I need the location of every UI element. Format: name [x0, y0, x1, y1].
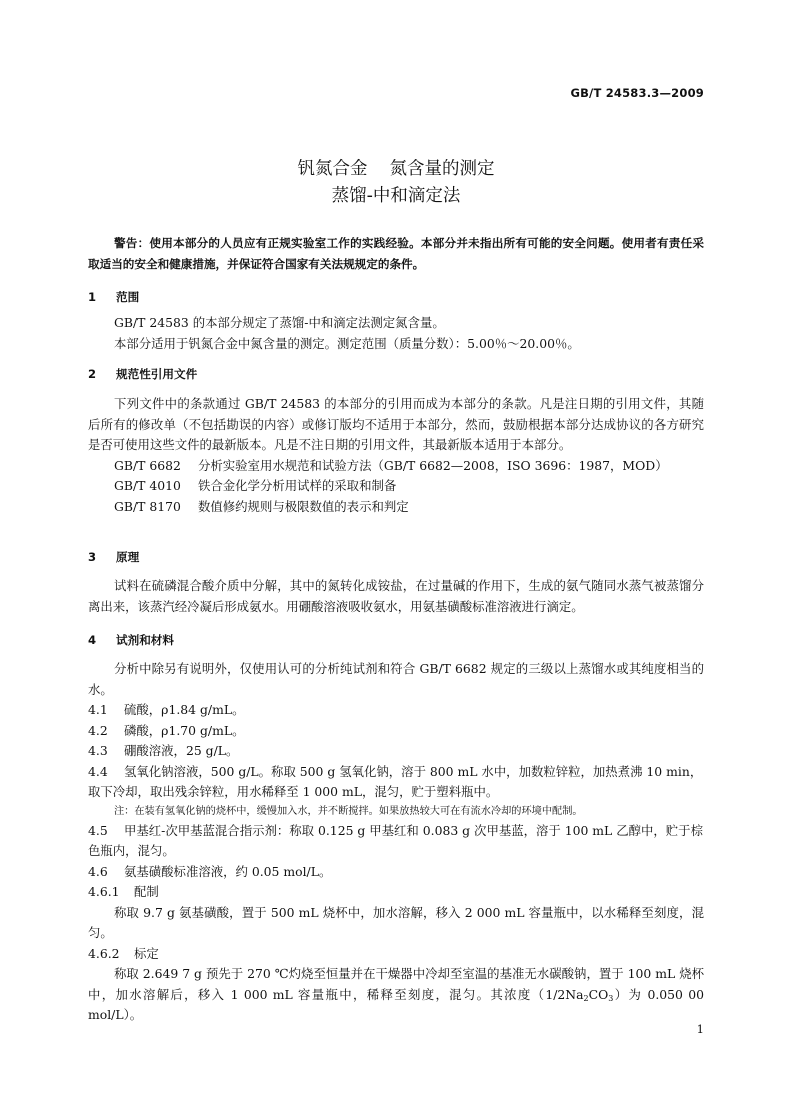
title-part-a: 钒氮合金 [297, 159, 368, 179]
list-item: 4.2 磷酸，ρ1.70 g/mL。 [88, 722, 245, 738]
page-number: 1 [696, 1022, 704, 1036]
section-2 [88, 364, 704, 385]
subsection-heading: 4.6.2 标定 [88, 945, 159, 961]
section-4-body [88, 659, 704, 1026]
paragraph: 本部分适用于钒氮合金中氮含量的测定。测定范围（质量分数）：5.00％～20.00％。 [114, 335, 580, 351]
paragraph: 试料在硫磷混合酸介质中分解，其中的氮转化成铵盐，在过量碱的作用下，生成的氨气随同水蒸气被蒸馏分离出来，该蒸汽经冷凝后形成氨水。用硼酸溶液吸收氨水，用氨基磺酸标准溶液进行滴定。 [88, 578, 704, 614]
section-2-body [88, 394, 704, 517]
note-text: 注：在装有氢氧化钠的烧杯中，缓慢加入水，并不断搅拌。如果放热较大可在有流水冷却的环境中配制。 [114, 805, 583, 817]
document-title-line1 [88, 155, 704, 180]
section-heading: 3 原理 [88, 550, 140, 564]
paragraph: 称取 9.7 g 氨基磺酸，置于 500 mL 烧杯中，加水溶解，移入 2 000 mL 容量瓶中，以水稀释至刻度，混匀。 [88, 904, 704, 940]
paragraph: GB/T 24583 的本部分规定了蒸馏-中和滴定法测定氮含量。 [114, 315, 445, 330]
paragraph: 称取 2.649 7 g 预先于 270 ℃灼烧至恒量并在干燥器中冷却至室温的基准无水碳酸钠，置于 100 mL 烧杯中，加水溶解后，移入 1 000 mL 容量瓶中，稀释至刻度，混匀。其浓度$(1/2Na_2CO_3)$为 0.050 00 mol/L）。 [88, 966, 704, 1022]
paragraph: 分析中除另有说明外，仅使用认可的分析纯试剂和符合 GB/T 6682 规定的三级以上蒸馏水或其纯度相当的水。 [88, 661, 704, 697]
subsection-heading: 4.6.1 配制 [88, 884, 159, 899]
section-heading: 1 范围 [88, 290, 140, 304]
paragraph: 下列文件中的条款通过 GB/T 24583 的本部分的引用而成为本部分的条款。凡是注日期的引用文件，其随后所有的修改单（不包括勘误的内容）或修订版均不适用于本部分，然而，鼓励根据本部分达成协议的各方研究是否可使用这些文件的最新版本。凡是不注日期的引用文件，其最新版本适用于本部分。 [88, 396, 704, 452]
section-4 [88, 630, 704, 651]
document-page [88, 0, 704, 1120]
title-part-b: 氮含量的测定 [389, 159, 495, 179]
reference-item: GB/T 8170 数值修约规则与极限数值的表示和判定 [114, 498, 409, 514]
warning-paragraph: 警告：使用本部分的人员应有正规实验室工作的实践经验。本部分并未指出所有可能的安全问题。使用者有责任采取适当的安全和健康措施，并保证符合国家有关法规规定的条件。 [88, 236, 704, 271]
section-heading: 4 试剂和材料 [88, 633, 174, 647]
list-item: 4.3 硼酸溶液，25 g/L。 [88, 743, 239, 758]
section-3-body [88, 576, 704, 617]
reference-item: GB/T 6682 分析实验室用水规范和试验方法（GB/T 6682—2008，ISO 3696：1987，MOD） [114, 457, 668, 473]
list-item: 4.6 氨基磺酸标准溶液，约 0.05 mol/L。 [88, 863, 332, 879]
section-1 [88, 287, 704, 308]
reference-item: GB/T 4010 铁合金化学分析用试样的采取和制备 [114, 478, 397, 493]
list-item: 4.4 氢氧化钠溶液，500 g/L。称取 500 g 氢氧化钠，溶于 800 mL 水中，加数粒锌粒，加热煮沸 10 min，取下冷却，取出残余锌粒，用水稀释至 1 000 mL，混匀，贮于塑料瓶中。 [88, 763, 703, 799]
document-title-line2: 蒸馏-中和滴定法 [331, 186, 461, 206]
list-item: 4.5 甲基红-次甲基蓝混合指示剂：称取 0.125 g 甲基红和 0.083 g 次甲基蓝，溶于 100 mL 乙醇中，贮于棕色瓶内，混匀。 [88, 822, 703, 858]
list-item: 4.1 硫酸，ρ1.84 g/mL。 [88, 702, 245, 717]
section-3 [88, 547, 704, 568]
section-1-body [88, 313, 704, 354]
section-heading: 2 规范性引用文件 [88, 367, 198, 381]
standard-code: GB/T 24583.3—2009 [570, 86, 704, 100]
